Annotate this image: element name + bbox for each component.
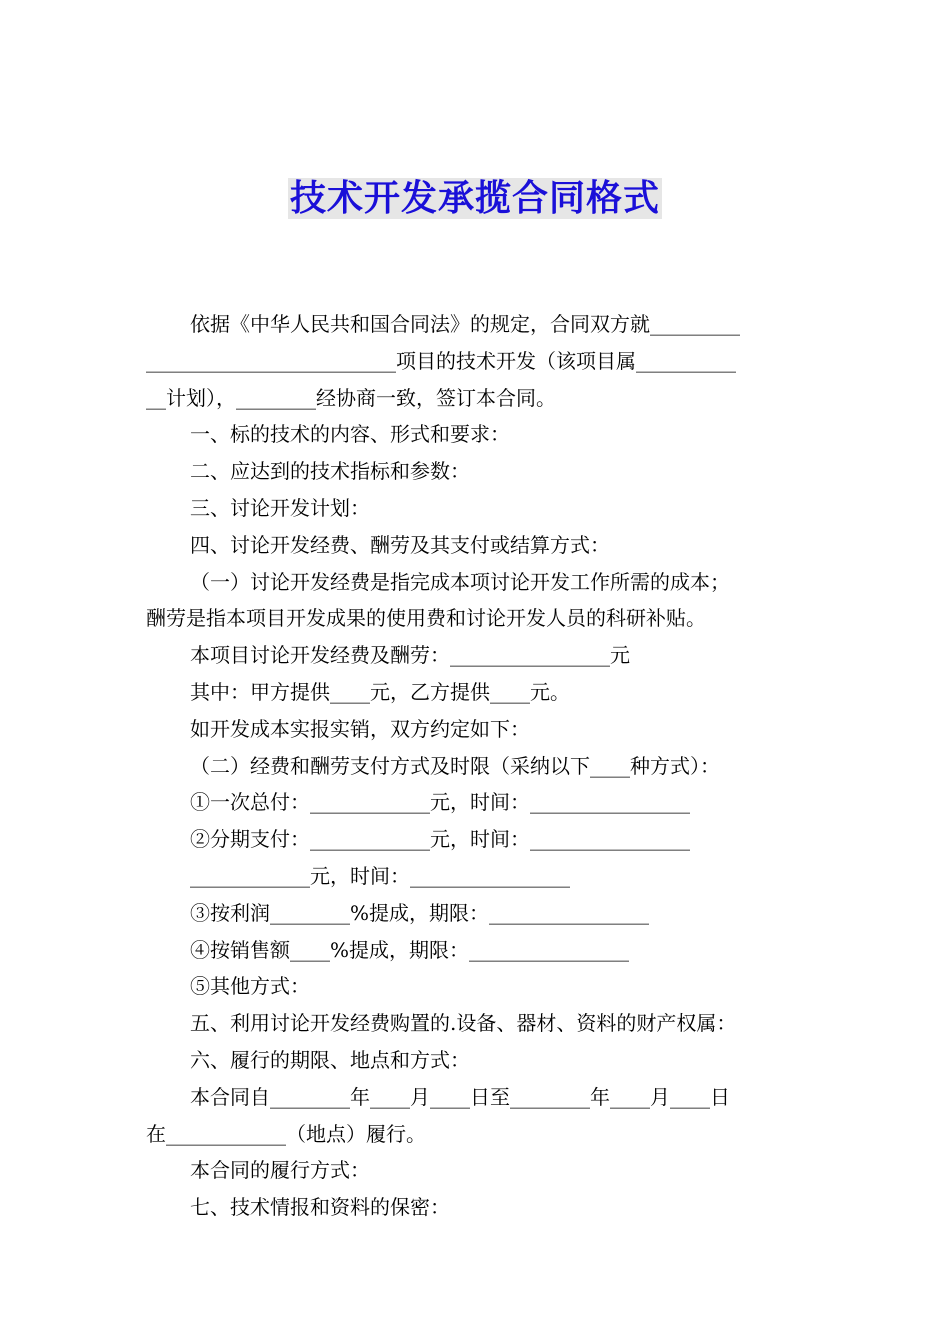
body-line: 其中：甲方提供____元，乙方提供____元。 [190, 679, 570, 704]
payment-option-line: ⑤其他方式： [190, 974, 310, 999]
body-line: 本合同自________年____月____日至________年____月____日 [190, 1084, 730, 1109]
body-line: 酬劳是指本项目开发成果的使用费和讨论开发人员的科研补贴。 [146, 606, 706, 631]
body-line: （一）讨论开发经费是指完成本项讨论开发工作所需的成本； [190, 569, 730, 594]
body-line: （二）经费和酬劳支付方式及时限（采纳以下____种方式）： [190, 753, 720, 778]
contract-body [146, 306, 808, 1226]
payment-option-line: ____________元，时间：________________ [190, 863, 570, 888]
payment-option-line: ③按利润________%提成，期限：________________ [190, 900, 650, 925]
payment-option-line: ②分期支付：____________元，时间：________________ [190, 827, 690, 852]
section-heading: 二、应达到的技术指标和参数： [190, 459, 470, 484]
section-heading: 六、履行的期限、地点和方式： [190, 1047, 470, 1072]
section-heading: 七、技术情报和资料的保密： [190, 1195, 450, 1220]
payment-option-line: ④按销售额____%提成，期限：________________ [190, 937, 630, 962]
payment-option-line: ①一次总付：____________元，时间：________________ [190, 790, 690, 815]
body-line: 在____________（地点）履行。 [146, 1121, 426, 1146]
body-line: 如开发成本实报实销，双方约定如下： [190, 716, 530, 741]
body-line: 本项目讨论开发经费及酬劳：________________元 [190, 643, 630, 668]
section-heading: 四、讨论开发经费、酬劳及其支付或结算方式： [190, 532, 610, 557]
body-line: _________________________项目的技术开发（该项目属__________ [146, 348, 736, 373]
body-line: __计划），________经协商一致，签订本合同。 [146, 385, 556, 410]
section-heading: 一、标的技术的内容、形式和要求： [190, 422, 510, 447]
body-line: 依据《中华人民共和国合同法》的规定，合同双方就_________ [190, 312, 740, 336]
section-heading: 五、利用讨论开发经费购置的.设备、器材、资料的财产权属： [190, 1011, 737, 1036]
section-heading: 三、讨论开发计划： [190, 495, 370, 520]
document-title [0, 173, 950, 225]
body-line: 本合同的履行方式： [190, 1158, 370, 1183]
document-title-text: 技术开发承揽合同格式 [289, 178, 660, 219]
